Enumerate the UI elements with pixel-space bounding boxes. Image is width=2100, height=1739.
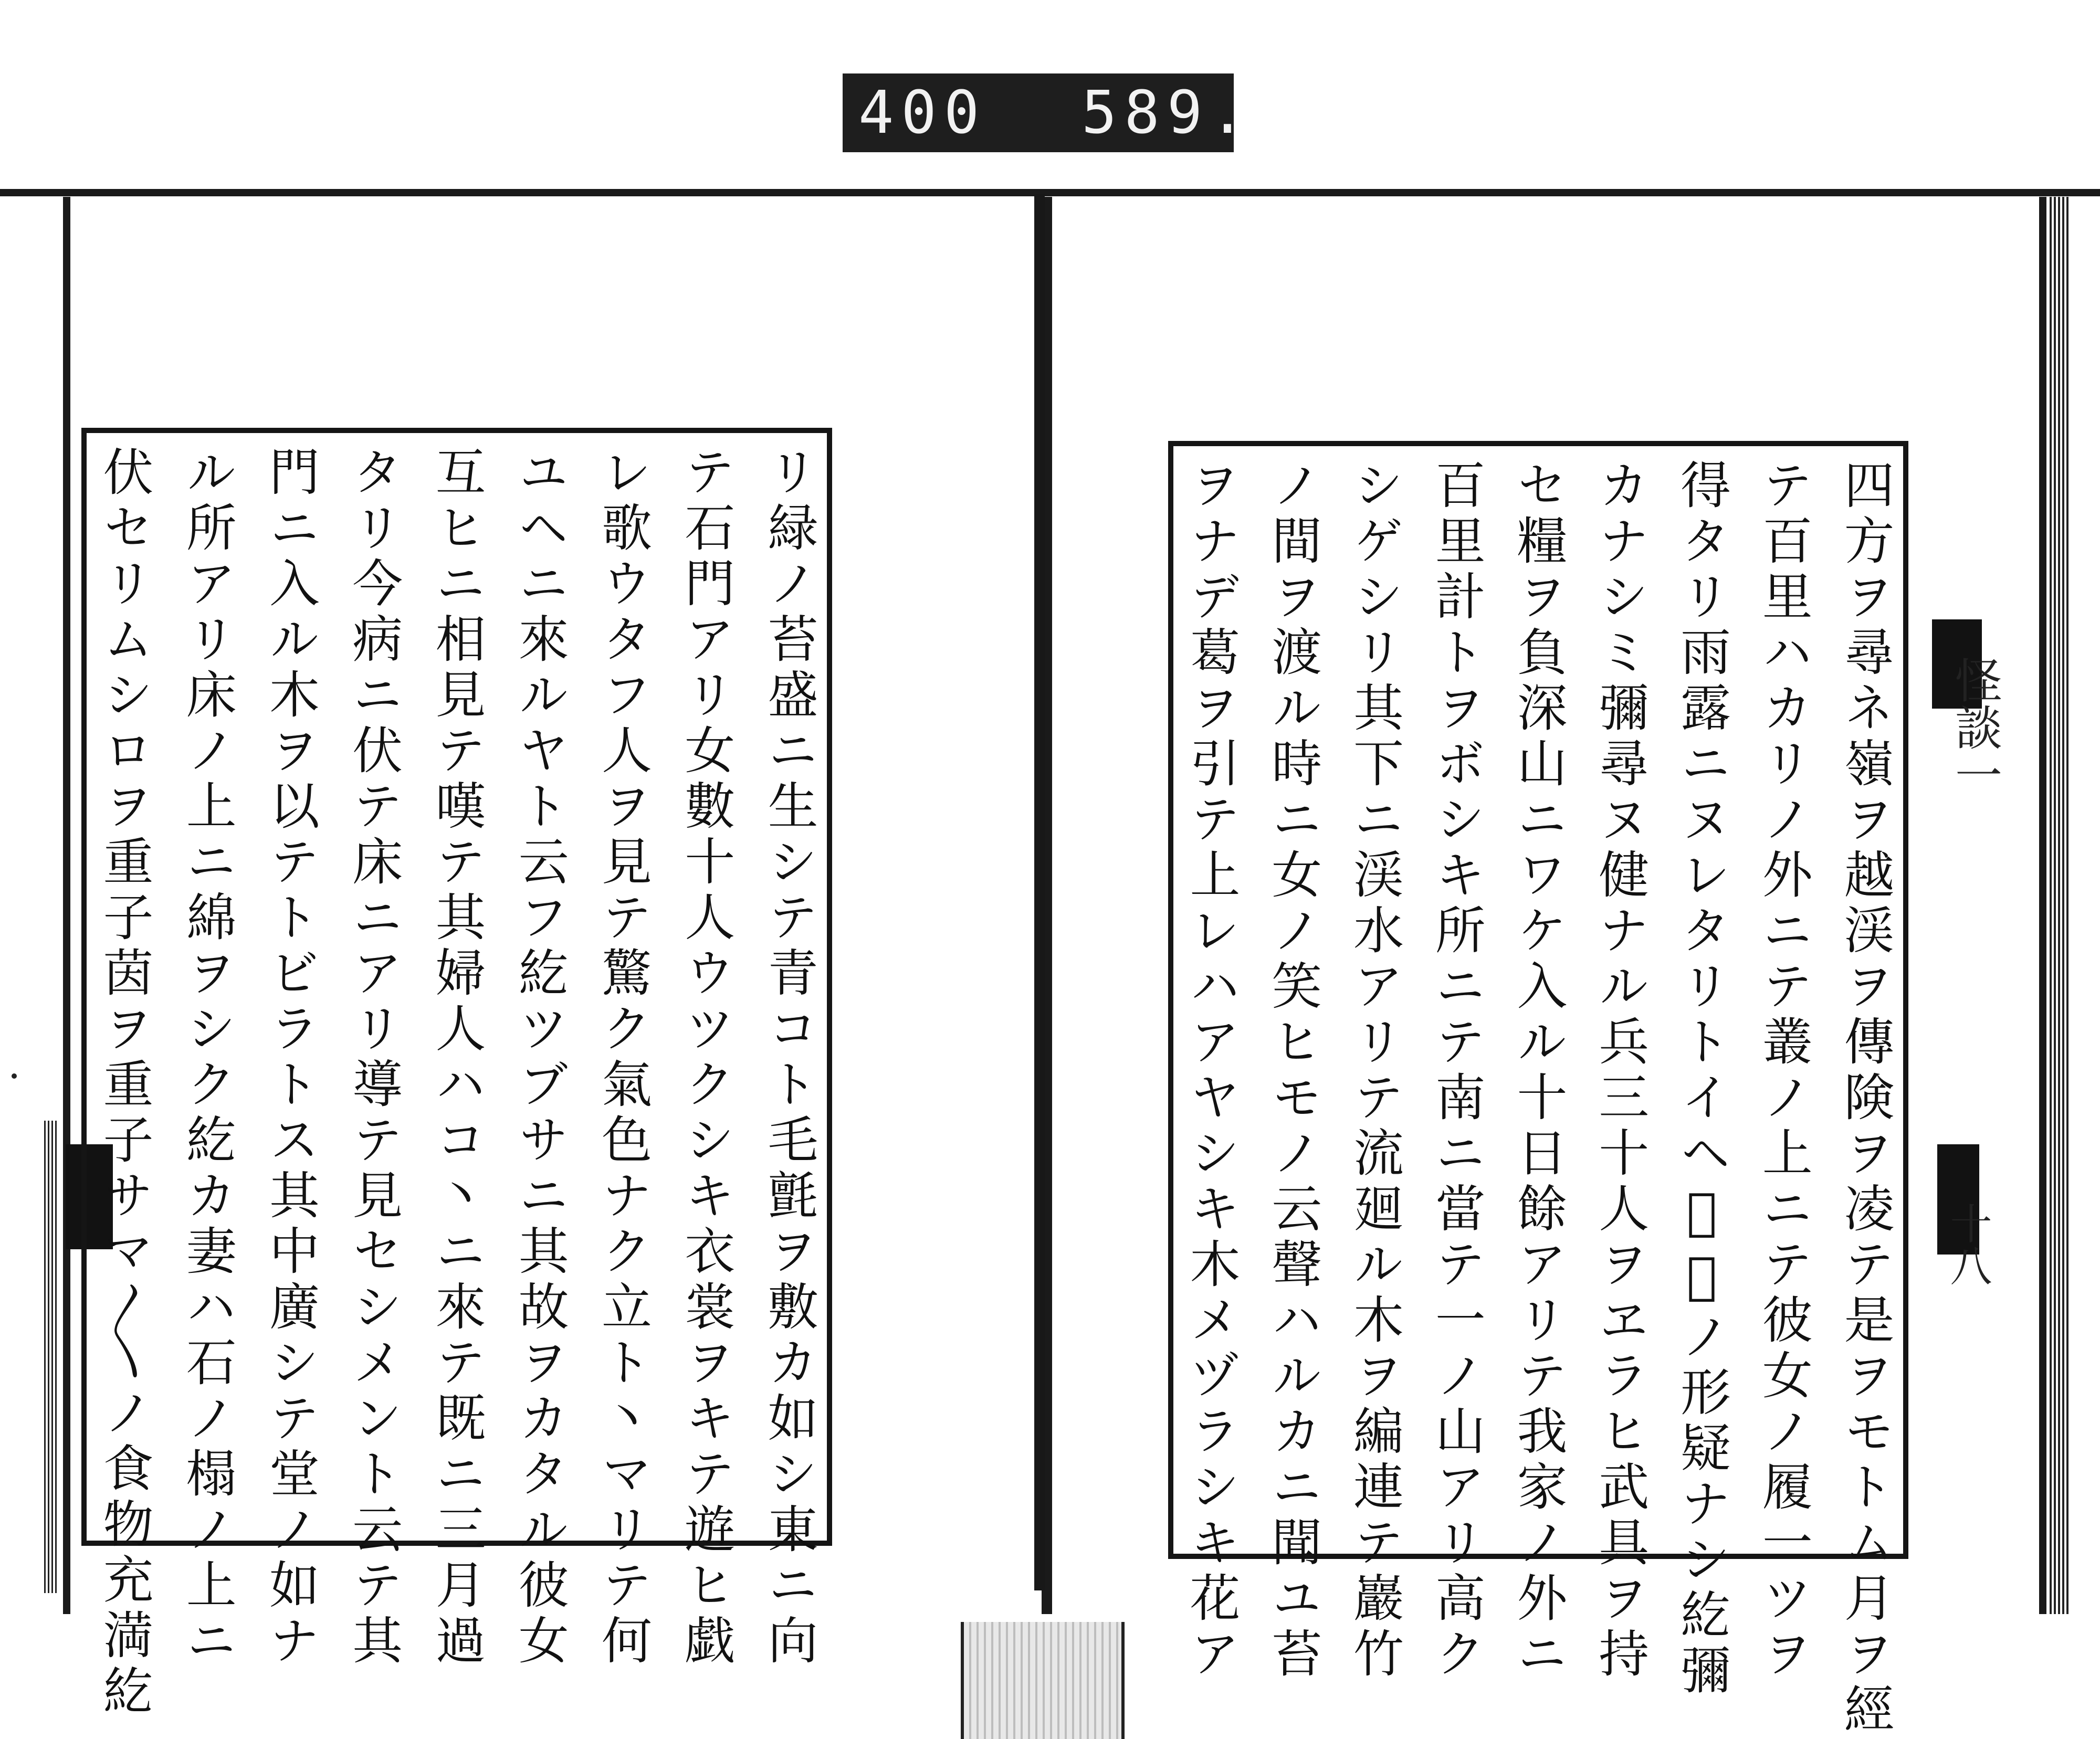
right-column-6: 百里計トヲボシキ所ニテ南ニ當テ一ノ山アリ高ク [1427,459,1486,1683]
right-column-8: ノ間ヲ渡ル時ニ女ノ笑ヒモノ云聲ハルカニ聞ユ苔 [1263,459,1322,1683]
left-page-edge [44,1121,58,1593]
top-scan-edge [0,189,2100,196]
right-page-edge [2050,197,2071,1614]
left-column-5: 互ヒニ相見テ嘆テ其婦人ハコ丶ニ來テ既ニ三月過 [427,446,486,1670]
left-column-8: ル所アリ床ノ上ニ綿ヲシク紇カ妻ハ石ノ榻ノ上ニ [178,446,237,1670]
page-number: 十八 [1943,1202,1992,1286]
left-column-1: リ緑ノ苔盛ニ生シテ青コト毛氈ヲ敷カ如シ東ニ向 [760,446,818,1670]
left-column-4: ユヘニ來ルヤト云フ紇ツブサニ其故ヲカタル彼女 [510,446,570,1670]
right-text-columns [1182,459,1895,1738]
left-column-6: タリ今病ニ伏テ床ニアリ導テ見セシメント云テ其 [344,446,403,1670]
scan-speck [12,1073,17,1079]
left-column-7: 門ニ入ル木ヲ以テトビラトス其中廣シテ堂ノ如ナ [261,446,320,1670]
right-column-5: セ糧ヲ負深山ニワケ入ル十日餘アリテ我家ノ外ニ [1509,459,1568,1683]
scan-label-left: 400 [858,79,987,147]
page-header: 怪談一 [1947,656,2002,798]
left-text-frame [81,428,832,1720]
left-text-columns [95,446,818,1720]
right-column-4: カナシミ彌尋ヌ健ナル兵三十人ヲヱラヒ武具ヲ持 [1590,459,1650,1683]
right-text-frame [1168,441,1908,1738]
scan-reference-label [843,73,1253,152]
binding-strip [961,1622,1125,1739]
book-spine [1034,194,1045,1590]
right-column-7: シゲシリ其下ニ渓水アリテ流廻ル木ヲ編連テ巖竹 [1345,459,1404,1683]
left-column-3: レ歌ウタフ人ヲ見テ驚ク氣色ナク立ト丶マリテ何 [593,446,653,1670]
left-column-2: テ石門アリ女數十人ウツクシキ衣裳ヲキテ遊ヒ戯 [676,446,736,1670]
right-column-1: 四方ヲ尋ネ嶺ヲ越渓ヲ傳険ヲ凌テ是ヲモトム月ヲ經 [1836,459,1895,1738]
right-column-2: テ百里ハカリノ外ニテ叢ノ上ニテ彼女ノ履一ツヲ [1754,459,1813,1683]
right-column-3: 得タリ雨露ニヌレタリトイヘ𪜈履ノ形疑ナシ紇彌 [1672,459,1731,1700]
left-column-9: 伏セリムシロヲ重子茵ヲ重子サマ〳〵ノ食物充満紇 [95,446,154,1720]
right-column-9: ヲナデ葛ヲ引テ上レハアヤシキ木メヅラシキ花ア [1182,459,1241,1683]
scan-label-right: 589. [1082,79,1253,147]
